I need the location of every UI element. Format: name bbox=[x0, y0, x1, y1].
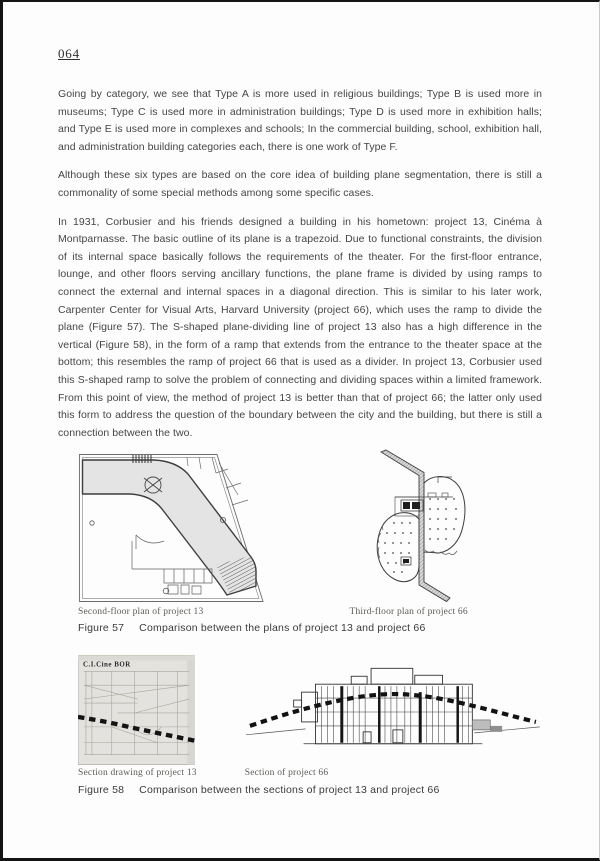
scan-edge-shadow bbox=[187, 656, 195, 765]
scan-title: C.I.Cine BOR bbox=[82, 660, 131, 669]
sect66-ramp-dashed-line bbox=[250, 694, 536, 726]
plan66-stair-core-a bbox=[403, 502, 410, 509]
paragraph-commonality: Although these six types are based on the core idea of building plane segmentation, there is still a commonality of some special methods among some specific cases. bbox=[58, 169, 542, 199]
figure-58-images bbox=[58, 655, 542, 765]
figure-58-subcaptions bbox=[58, 768, 542, 778]
plan66-caption: Third-floor plan of project 66 bbox=[349, 607, 468, 618]
plan66-lower-core bbox=[403, 559, 409, 563]
paragraph-types: Going by category, we see that Type A is more used in religious buildings; Type B is used more in museums; Type C is used more in administration buildings; Type D is used more in exhibition halls; and Type E is used more in complexes and schools; In the commercial building, school, exhibition hall, and administration building categories each, there is one work of Type F. bbox=[58, 88, 542, 153]
section13-caption: Section drawing of project 13 bbox=[78, 768, 197, 779]
figure-57-caption-text: Comparison between the plans of project 13 and project 66 bbox=[139, 622, 426, 635]
plan-project66-drawing bbox=[372, 449, 472, 604]
sect66-solid-cores bbox=[340, 686, 459, 743]
plan66-right-floor-plate bbox=[424, 477, 465, 554]
figure-58-caption bbox=[78, 784, 542, 796]
figure-58-caption-text: Comparison between the sections of project 13 and project 66 bbox=[139, 784, 440, 797]
page-number: 064 bbox=[58, 46, 80, 61]
figure-57-label: Figure 57 bbox=[78, 622, 125, 635]
figure-57-subcaptions bbox=[58, 607, 542, 617]
sect66-right-terrace bbox=[473, 720, 491, 730]
plan66-right-scallop-edge bbox=[425, 550, 457, 555]
body-text bbox=[58, 86, 542, 442]
plan-project13-drawing bbox=[78, 453, 265, 603]
page-content bbox=[3, 2, 599, 796]
paragraph-corbusier: In 1931, Corbusier and his friends designed a building in his hometown: project 13, Cinéma à Montparnasse. The basic outline of its plane is a trapezoid. Due to functional constraints, the division of its internal space basically follows the requirements of the theater. For the first-floor entrance, lounge, and other floors serving ancillary functions, the plane frame is divided by using ramps to connect the external and internal spaces in a diagonal direction. This is similar to his later work, Carpenter Center for Visual Arts, Harvard University (project 66), which uses the ramp to divide the plane (Figure 57). The S-shaped plane-dividing line of project 13 also has a high difference in the vertical (Figure 58), in the form of a ramp that extends from the entrance to the theater space at the bottom; this resembles the ramp of project 66 that is used as a divider. In project 13, Corbusier used this S-shaped ramp to solve the problem of connecting and dividing spaces within a limited framework. From this point of view, the method of project 13 is better than that of project 66; the latter only used this form to address the question of the boundary between the city and the building, but there is still a connection between the two. bbox=[58, 215, 542, 439]
section-project66-drawing bbox=[244, 662, 542, 762]
sect66-right-block bbox=[490, 726, 502, 732]
plan66-right-column-dots bbox=[429, 498, 457, 540]
plan13-caption: Second-floor plan of project 13 bbox=[78, 607, 204, 618]
plan66-ramp-band bbox=[381, 450, 450, 602]
plan66-left-floor-plate bbox=[377, 513, 419, 582]
plan13-top-stair bbox=[133, 455, 151, 463]
figure-57-caption bbox=[78, 622, 542, 634]
section-project13-scan bbox=[78, 655, 195, 765]
plan66-stair-core-b bbox=[412, 502, 420, 509]
section66-caption: Section of project 66 bbox=[244, 768, 329, 779]
figure-58-label: Figure 58 bbox=[78, 784, 125, 797]
figure-57-images bbox=[58, 453, 542, 604]
